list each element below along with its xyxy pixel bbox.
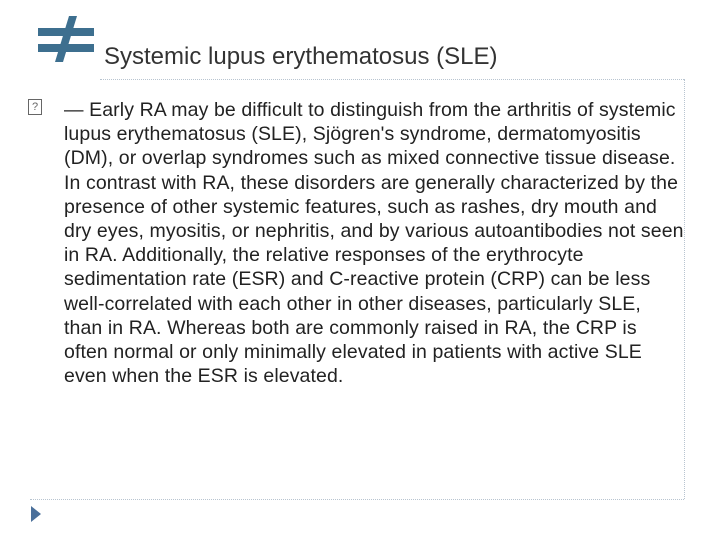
bottom-divider [30,499,684,500]
slide-title: Systemic lupus erythematosus (SLE) [104,43,498,70]
title-divider [100,79,684,80]
not-equal-logo-icon [36,14,96,64]
slide-body-text: — Early RA may be difficult to distinguish from the arthritis of systemic lupus erythematosus (SLE), Sjögren's syndrome, dermatomyositis (DM), or overlap syndromes such as mixed connective tissue disease. In contrast with RA, these disorders are generally characterized by the presence of other systemic features, such as rashes, dry mouth and dry eyes, myositis, or nephritis, and by various autoantibodies not seen in RA. Additionally, the relative responses of the erythrocyte sedimentation rate (ESR) and C-reactive protein (CRP) can be less well-correlated with each other in other diseases, particularly SLE, than in RA. Whereas both are commonly raised in RA, the CRP is often normal or only minimally elevated in patients with active SLE even when the ESR is elevated. [64,99,684,388]
bullet-icon: ? [28,99,42,115]
right-divider [684,79,685,499]
triangle-right-icon[interactable] [30,505,42,523]
